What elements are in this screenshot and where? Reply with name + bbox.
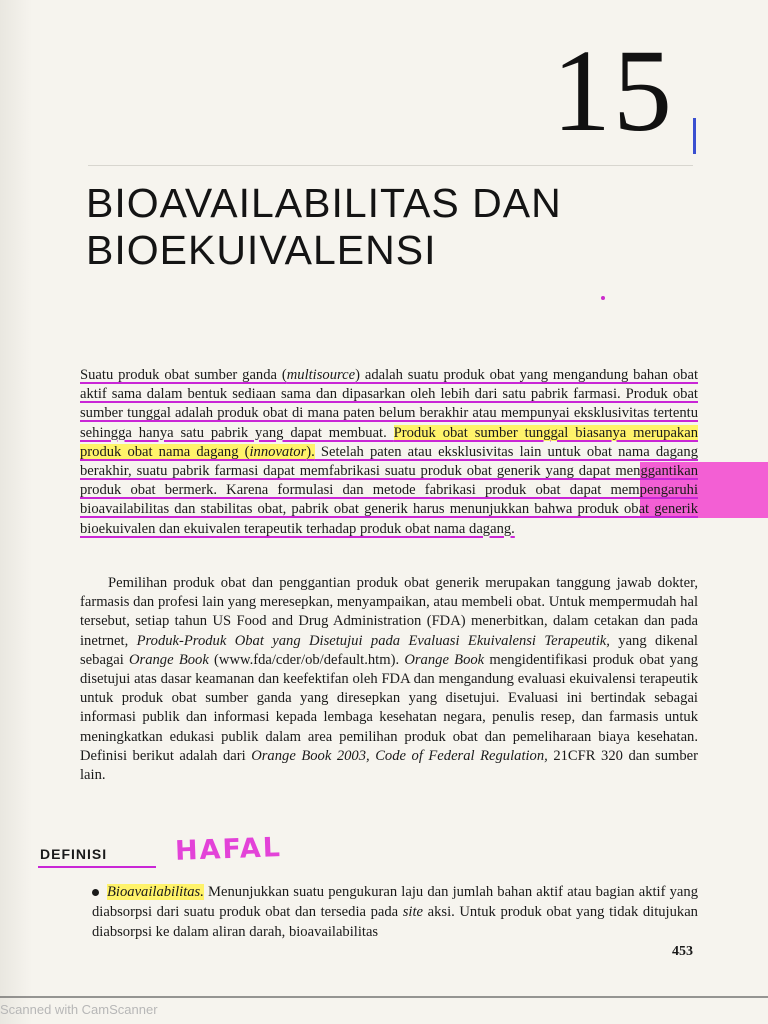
- chapter-title-line1: BIOAVAILABILITAS DAN: [86, 180, 562, 226]
- page-edge-shadow: [0, 0, 32, 1024]
- chapter-title: [86, 180, 686, 274]
- intro-italic-innovator: innovator: [249, 443, 307, 460]
- definition-text: Menunjukkan suatu pengukuran laju dan jumlah bahan aktif atau bagian aktif yang diabsorpsi dari suatu produk obat dan tersedia pada: [92, 884, 698, 920]
- body-italic-d: Orange Book: [129, 651, 209, 668]
- bottom-rule: [0, 996, 768, 998]
- intro-text-2: ) adalah suatu produk obat yang mengandung bahan obat aktif sama dalam bentuk sediaan sama dan dipasarkan oleh lebih dari satu pabrik farmasi. Produk obat sumber tunggal adalah produk obat di mana paten belum berakhir atau mempunyai eksklusivitas tertentu sehingga hanya satu pabrik yang dapat membuat.: [80, 367, 698, 441]
- scanner-watermark: Scanned with CamScanner: [0, 1002, 158, 1017]
- bullet-icon: [92, 889, 99, 896]
- body-italic-f: Orange Book: [404, 651, 485, 668]
- body-text-i: 21CFR 320 dan sumber lain.: [80, 747, 699, 784]
- body-paragraph: [80, 574, 698, 785]
- intro-text-3: Setelah paten atau eksklusivitas lain untuk obat nama dagang berakhir, suatu pabrik farmasi dapat memfabrikasi suatu produk obat generik yang dapat menggantikan produk obat bermerk. Karena formulasi dan metode fabrikasi produk obat dapat mempengaruhi bioavailabilitas dan stabilitas obat, pabrik obat generik harus menunjukkan bahwa produk obat generik bioekuivalen dan ekuivalen terapeutik terhadap produk obat nama dagang.: [80, 443, 698, 537]
- header-rule: [88, 165, 693, 166]
- highlighted-text: Produk obat sumber tunggal biasanya merupakan produk obat nama dagang (: [80, 424, 699, 460]
- page-number: 453: [672, 944, 693, 959]
- body-text-c: yang dikenal sebagai: [80, 632, 698, 668]
- definition-text-2: aksi. Untuk produk obat yang tidak ditujukan diabsorpsi ke dalam aliran darah, bioavailabilitas: [92, 904, 698, 940]
- chapter-title-line2: BIOEKUIVALENSI: [86, 227, 437, 273]
- pen-mark-blue: [693, 118, 696, 154]
- definition-item: [92, 882, 698, 942]
- definitions-heading: DEFINISI: [40, 846, 108, 862]
- intro-text-1: Suatu produk obat sumber ganda (: [80, 367, 287, 383]
- highlighted-text-end: ).: [306, 443, 315, 460]
- intro-paragraph: [80, 366, 698, 539]
- body-italic-b: Produk-Produk Obat yang Disetujui pada Evaluasi Ekuivalensi Terapeutik,: [136, 632, 610, 649]
- intro-italic-multisource: multisource: [286, 367, 356, 383]
- body-italic-h: Orange Book 2003, Code of Federal Regulation,: [251, 747, 548, 764]
- ink-dot: [601, 296, 605, 300]
- body-text-e: (www.fda/cder/ob/default.htm).: [208, 651, 405, 668]
- definition-term: Bioavailabilitas.: [107, 884, 204, 900]
- chapter-number: 15: [552, 25, 674, 156]
- body-text-a: Pemilihan produk obat dan penggantian produk obat generik merupakan tanggung jawab dokter, farmasis dan profesi lain yang meresepkan, menyampaikan, atau membeli obat. Untuk mempermudah hal tersebut, setiap tahun US Food and Drug Administration (FDA) menerbitkan, dalam cetakan dan pada inetrnet,: [80, 575, 698, 649]
- handwritten-note: HAFAL: [174, 832, 283, 867]
- body-text-g: mengidentifikasi produk obat yang disetujui atas dasar keamanan dan keefektifan oleh FDA dan mengandung evaluasi ekuivalensi terapeutik untuk produk obat sumber ganda yang diresepkan yang disetujui. Evaluasi ini bertindak sebagai informasi publik dan informasi kepada lembaga kesehatan negara, penulis resep, dan farmasis untuk meningkatkan edukasi publik dalam area pemilihan produk obat dan pemeliharaan biaya kesehatan. Definisi berikut adalah dari: [80, 651, 698, 764]
- definition-italic-site: site: [402, 904, 424, 920]
- definitions-underline: [38, 866, 156, 868]
